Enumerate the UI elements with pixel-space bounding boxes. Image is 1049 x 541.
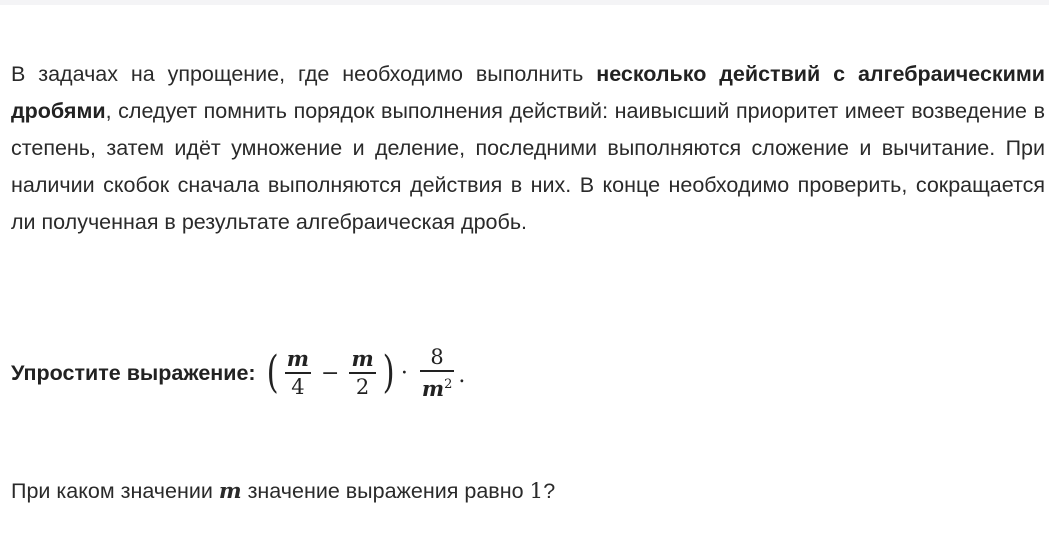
formula-period: .	[458, 362, 466, 388]
fraction-denominator: 4	[291, 374, 305, 399]
fraction-denominator: 2	[355, 374, 370, 399]
open-parenthesis: (	[266, 347, 279, 398]
fraction-numerator: m	[351, 346, 374, 372]
denominator-exponent: 2	[444, 376, 453, 392]
task-statement	[11, 340, 465, 406]
close-parenthesis: )	[382, 347, 395, 398]
task-label: Упростите выражение:	[11, 360, 256, 385]
question-text	[11, 473, 555, 510]
intro-paragraph	[11, 56, 1045, 241]
fraction-m-over-2	[349, 346, 375, 400]
question-end: ?	[543, 479, 556, 503]
fraction-m-over-4	[285, 346, 311, 400]
question-start: При каком значении	[11, 479, 219, 503]
fraction-8-over-m-squared	[420, 344, 455, 402]
question-value: 1	[529, 479, 544, 504]
top-divider-strip	[0, 0, 1049, 5]
intro-text-start: В задачах на упрощение, где необходимо выполнить	[11, 62, 597, 86]
intro-text-rest: , следует помнить порядок выполнения действий: наивысший приоритет имеет возведение в степень, затем идёт умножение и деление, последними выполняются сложение и вычитание. При наличии скобок сначала выполняются действия в них. В конце необходимо проверить, сокращается ли полученная в результате алгебраическая дробь.	[11, 99, 1045, 234]
fraction-numerator: m	[286, 346, 310, 372]
intro-bold-phrase: несколько действий с алгебраическими дробями	[11, 62, 1046, 123]
minus-operator: −	[321, 360, 340, 386]
fraction-denominator	[420, 372, 455, 402]
multiply-operator: ·	[400, 360, 408, 386]
denominator-variable: m	[421, 375, 445, 401]
fraction-numerator: 8	[430, 345, 444, 370]
question-variable: m	[218, 479, 242, 504]
question-middle: значение выражения равно	[241, 479, 530, 503]
expression-formula	[264, 344, 466, 402]
